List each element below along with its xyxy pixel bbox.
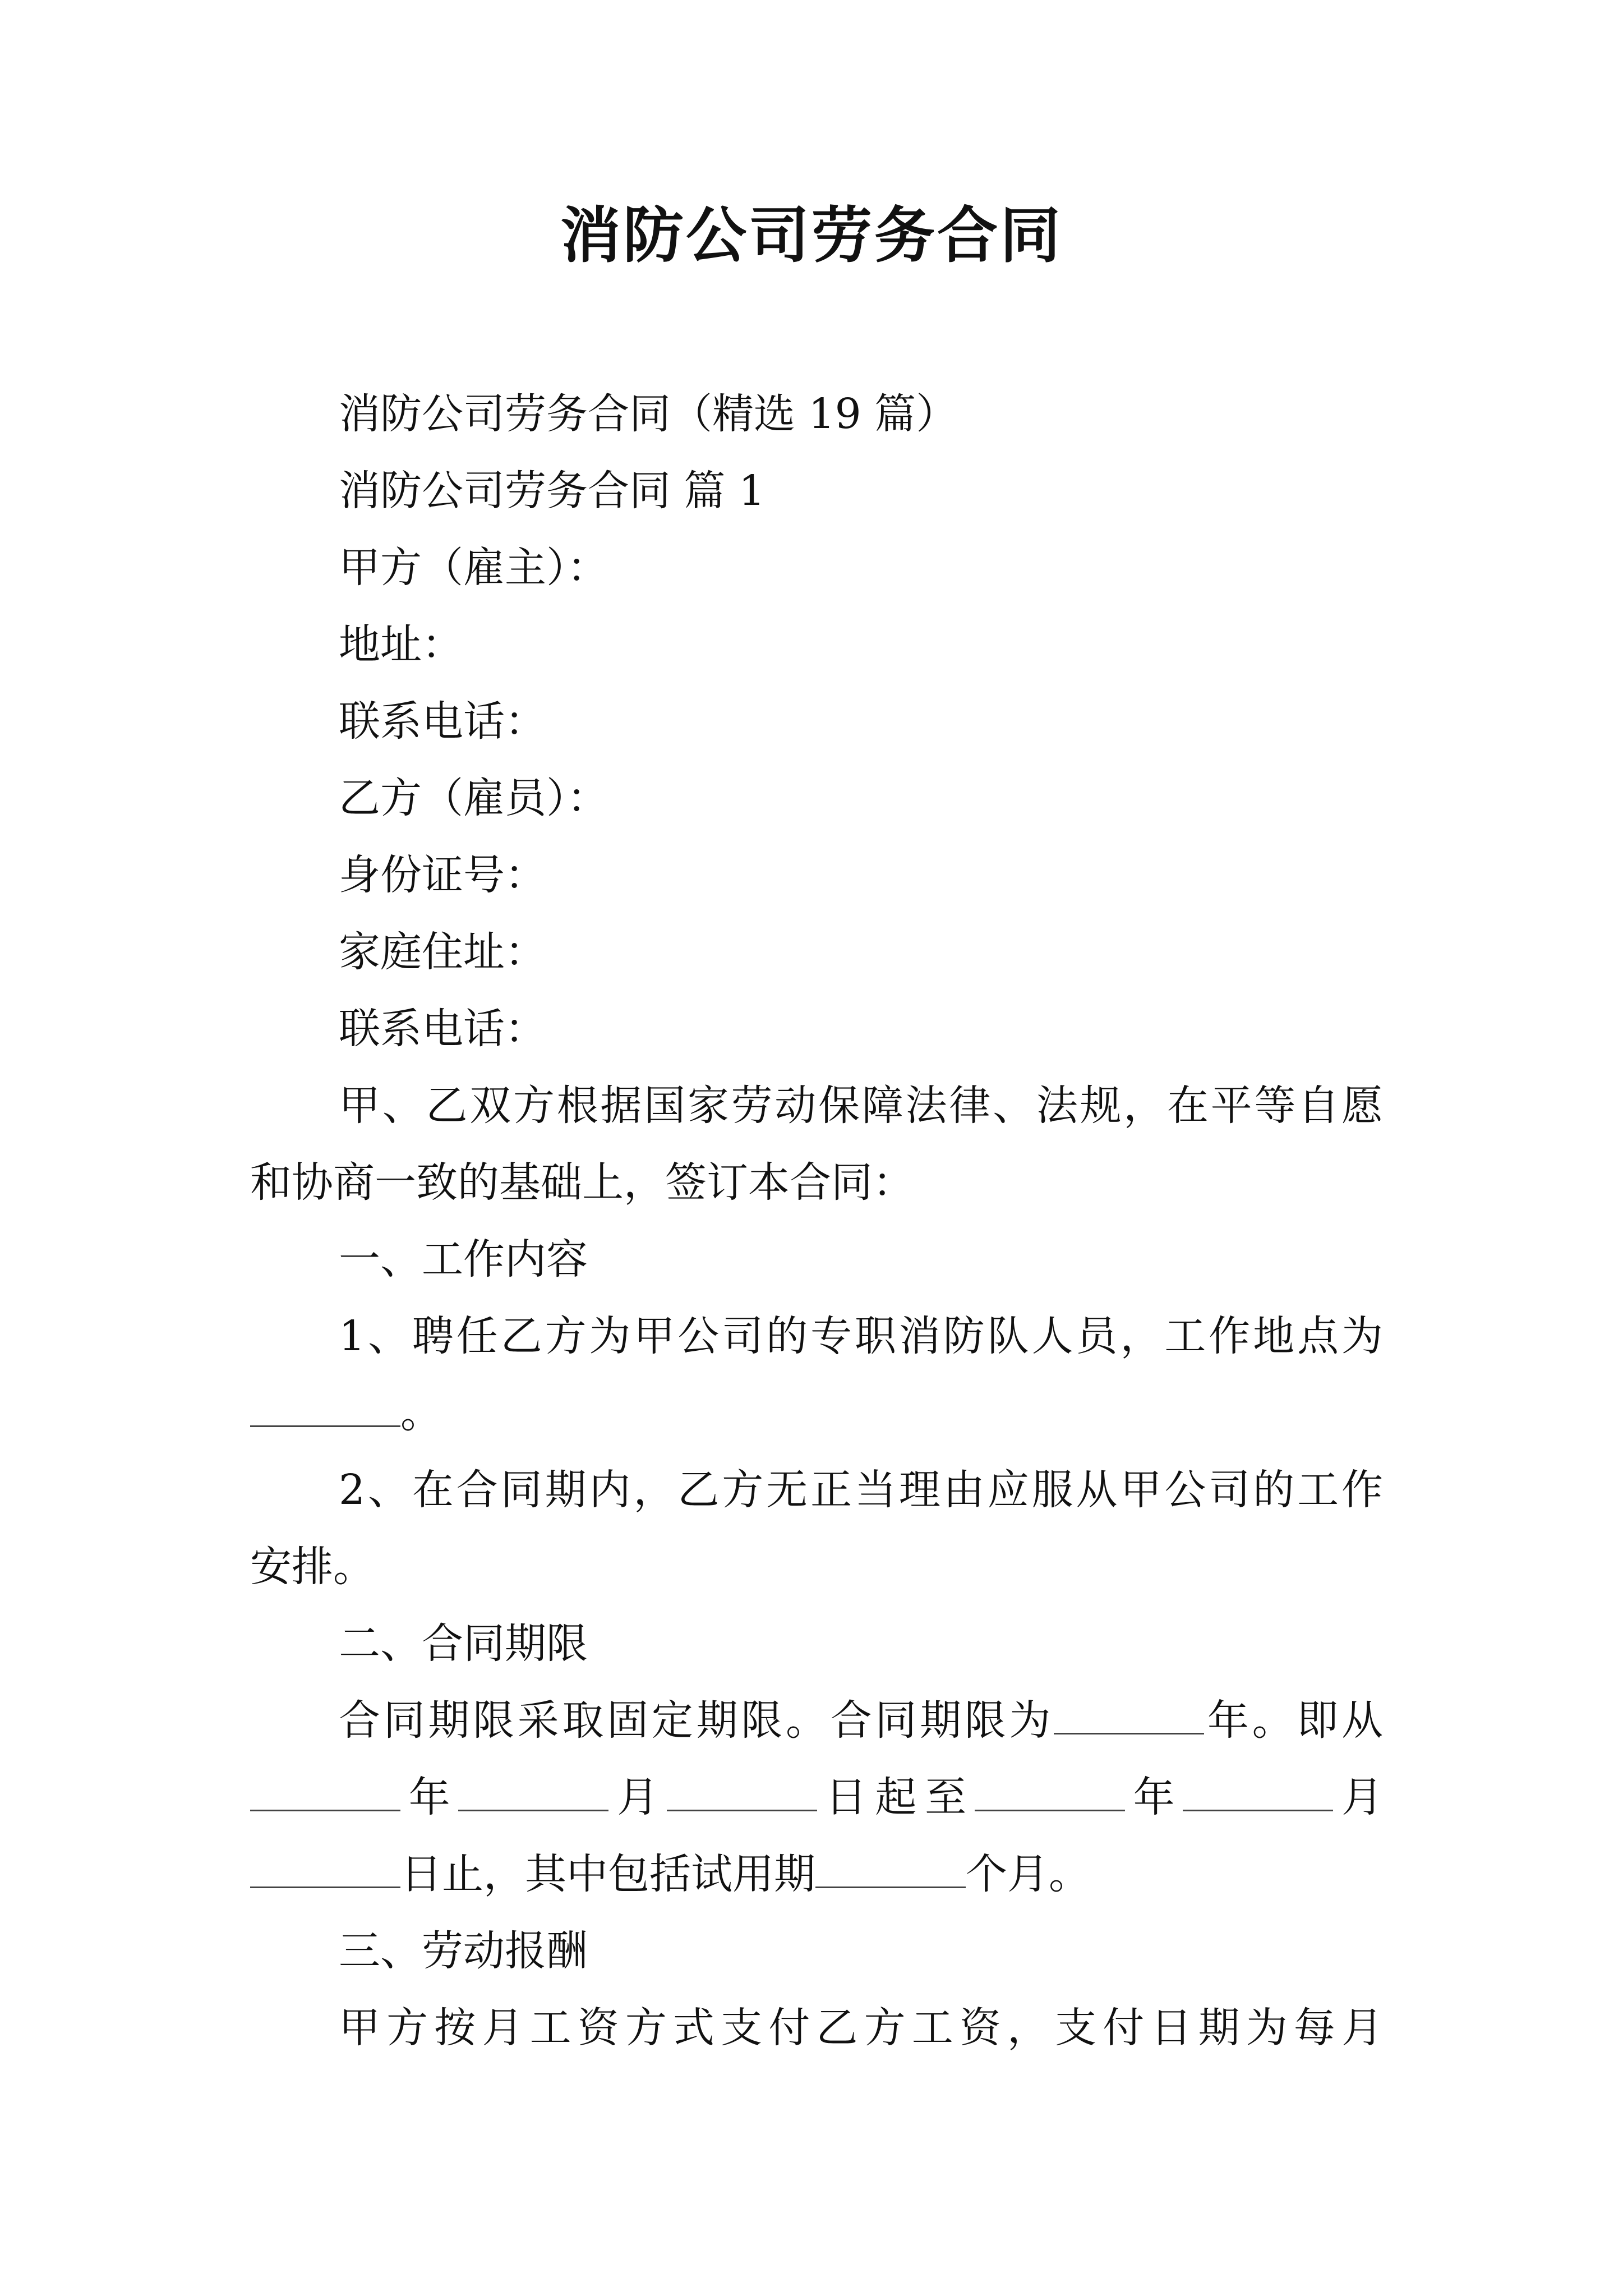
clause-heading-work-content: 一、工作内容 — [339, 1235, 588, 1283]
intro-paragraph-line-2: 和协商一致的基础上，签订本合同： — [250, 1158, 914, 1207]
party-b-home-address: 家庭住址： — [339, 928, 546, 976]
party-a-label: 甲方（雇主）： — [339, 544, 608, 592]
term-year-1: 年 — [400, 1773, 459, 1821]
term-line-2 — [250, 1759, 1383, 1836]
term-text-d: 个月。 — [966, 1850, 1090, 1898]
clause-1-end: 。 — [400, 1389, 442, 1437]
remuneration-line-1: 甲方按月工资方式支付乙方工资，支付日期为每月 — [339, 2004, 1383, 2052]
party-a-address: 地址： — [339, 620, 463, 669]
term-line-3 — [250, 1836, 1383, 1913]
intro-paragraph-line-1: 甲、乙双方根据国家劳动保障法律、法规，在平等自愿 — [339, 1082, 1383, 1130]
term-line-1 — [250, 1682, 1383, 1759]
party-b-label: 乙方（雇员）： — [339, 774, 608, 822]
blank-end-month — [1183, 1776, 1333, 1811]
blank-end-day — [250, 1853, 400, 1888]
document-body — [250, 376, 1383, 2067]
party-a-phone: 联系电话： — [339, 697, 546, 746]
party-b-phone: 联系电话： — [339, 1005, 546, 1053]
party-b-id-number: 身份证号： — [339, 851, 546, 899]
clause-heading-remuneration: 三、劳动报酬 — [339, 1927, 588, 1975]
term-from-to: 日起至 — [817, 1773, 975, 1821]
clause-2-line-2: 安排。 — [250, 1543, 375, 1591]
term-year-2: 年 — [1124, 1773, 1183, 1821]
blank-end-year — [975, 1776, 1125, 1811]
clause-heading-contract-term: 二、合同期限 — [339, 1619, 588, 1668]
clause-2-line-1: 2、在合同期内，乙方无正当理由应服从甲公司的工作 — [339, 1466, 1383, 1514]
document-title: 消防公司劳务合同 — [560, 200, 1063, 271]
term-month-2: 月 — [1333, 1773, 1384, 1821]
term-text-a: 合同期限采取固定期限。合同期限为 — [339, 1696, 1054, 1745]
subtitle-line: 消防公司劳务合同（精选 19 篇） — [339, 390, 958, 438]
term-text-c: 日止，其中包括试用期 — [400, 1850, 815, 1898]
clause-1-line-1: 1、聘任乙方为甲公司的专职消防队人员，工作地点为 — [339, 1312, 1383, 1360]
blank-term-years — [1054, 1699, 1204, 1734]
blank-work-location — [250, 1392, 400, 1427]
blank-start-month — [458, 1776, 608, 1811]
blank-probation-months — [815, 1853, 966, 1888]
clause-1-line-2 — [250, 1375, 1383, 1452]
blank-start-day — [667, 1776, 817, 1811]
section-heading-1: 消防公司劳务合同 篇 1 — [339, 467, 766, 515]
term-text-b: 年。即从 — [1204, 1696, 1384, 1745]
term-month-1: 月 — [608, 1773, 667, 1821]
blank-start-year — [250, 1776, 400, 1811]
